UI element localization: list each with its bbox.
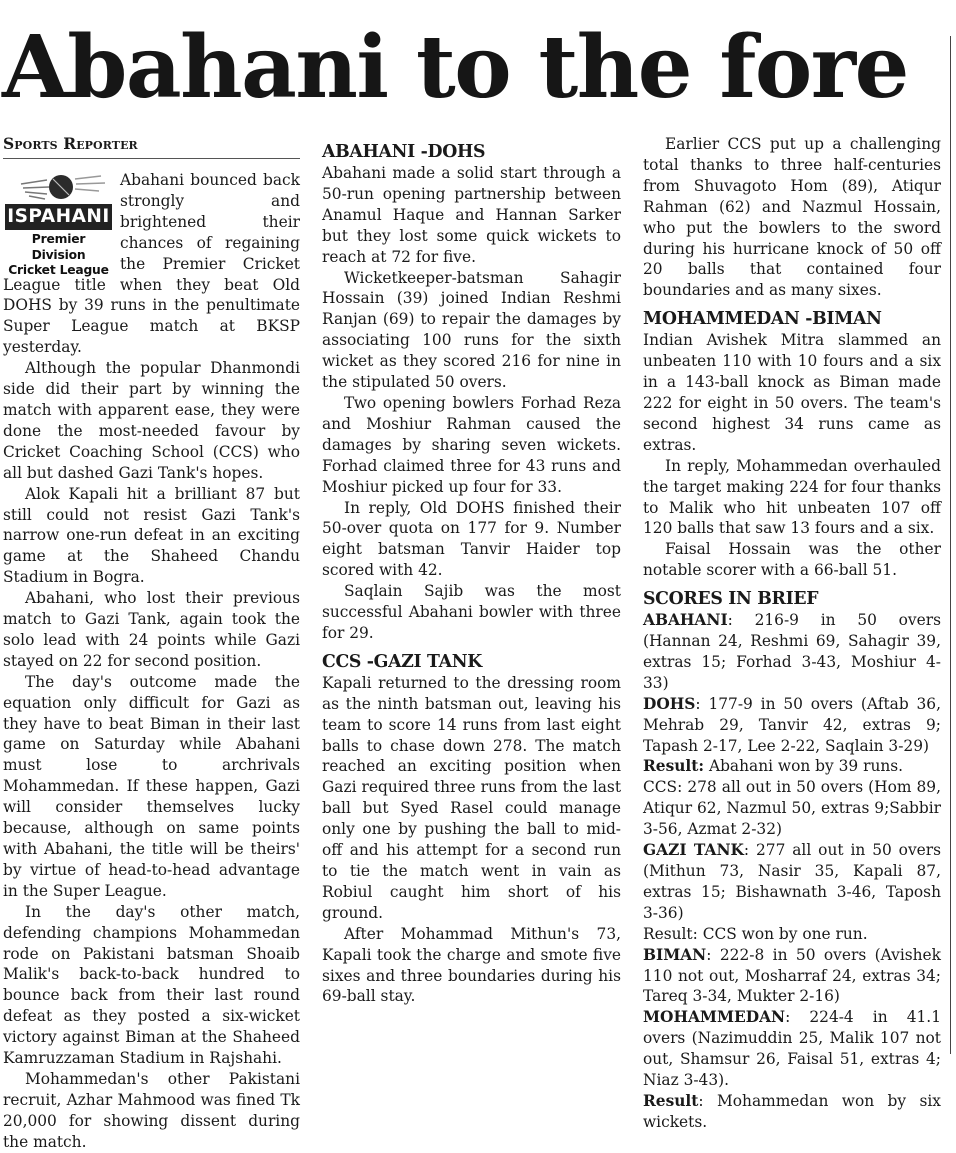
paragraph: Mohammedan's other Pakistani recruit, Azhar Mahmood was fined Tk 20,000 for showing dissent during the match. xyxy=(3,1069,300,1151)
score-sep: : xyxy=(727,611,733,630)
score-sep: : xyxy=(706,945,712,964)
paragraph: Alok Kapali hit a brilliant 87 but still could not resist Gazi Tank's narrow one-run defeat in an exciting game at the Shaheed Chandu Stadium in Bogra. xyxy=(3,484,300,587)
score-team: DOHS xyxy=(643,694,696,713)
logo-brand: ISPAHANI xyxy=(5,204,112,230)
column-2-flow xyxy=(322,142,621,1007)
score-team: Result xyxy=(643,1091,699,1110)
paragraph: In reply, Mohammedan overhauled the target making 224 for four thanks to Malik who hit unbeaten 107 off 120 balls that saw 13 fours and a six. xyxy=(643,456,941,538)
paragraph: Kapali returned to the dressing room as the ninth batsman out, leaving his team to score 14 runs from last eight balls to chase down 278. The match reached an exciting position when Gazi required three runs from the last ball but Syed Rasel could manage only one by pushing the ball to mid-off and his attempt for a second run to tie the match went in vain as Robiul caught him short of his ground. xyxy=(322,673,621,922)
byline: Sports Reporter xyxy=(3,134,300,159)
score-entry xyxy=(643,610,941,694)
score-text: 224-4 in 41.1 overs (Nazimuddin 25, Malik 107 not out, Shamsur 26, Faisal 51, extras 4; Niaz 3-43). xyxy=(643,1008,941,1090)
paragraph: Earlier CCS put up a challenging total thanks to three half-centuries from Shuvagoto Hom (89), Atiqur Rahman (62) and Nazmul Hossain, who put the bowlers to the sword during his hurricane knock of 50 off 20 balls that contained four boundaries and as many sixes. xyxy=(643,135,941,300)
score-sep: : xyxy=(785,1008,791,1027)
column-3 xyxy=(643,134,941,1133)
score-sep: : xyxy=(743,841,750,860)
score-team: BIMAN xyxy=(643,945,707,964)
score-entry xyxy=(643,1091,941,1133)
cricket-ball-icon xyxy=(3,170,114,204)
frame-rule xyxy=(950,36,951,1054)
score-entry xyxy=(643,694,941,757)
paragraph: After Mohammad Mithun's 73, Kapali took the charge and smote five sixes and three boundaries during his 69-ball stay. xyxy=(322,924,621,1006)
score-sep: : xyxy=(698,1091,704,1110)
column-2 xyxy=(322,134,621,1007)
score-team: ABAHANI xyxy=(643,611,728,630)
ispahani-logo xyxy=(3,170,114,277)
score-entry xyxy=(643,1007,941,1091)
score-entry xyxy=(643,840,941,924)
headline: Abahani to the fore xyxy=(2,17,908,118)
paragraph: Although the popular Dhanmondi side did their part by winning the match with apparent ease, they were done the most-needed favour by Cricket Coaching School (CCS) who all but dashed Gazi Tank's hopes. xyxy=(3,359,300,482)
paragraph: Abahani, who lost their previous match to Gazi Tank, again took the solo lead with 24 points while Gazi stayed on 22 for second position. xyxy=(3,589,300,670)
paragraph: Saqlain Sajib was the most successful Abahani bowler with three for 29. xyxy=(322,582,621,642)
paragraph: The day's outcome made the equation only difficult for Gazi as they have to beat Biman in their last game on Saturday while Abahani must lose to archrivals Mohammedan. If these happen, Gazi will consider themselves lucky because, although on same points with Abahani, the title will be theirs' by virtue of head-to-head advantage in the Super League. xyxy=(3,672,300,900)
logo-line-2: Cricket League xyxy=(8,263,109,277)
paragraph: Abahani bounced back strongly and brightened their chances of regaining the Premier Cricket League title when they beat Old DOHS by 39 runs in the penultimate Super League match at BKSP yesterday. xyxy=(3,171,300,357)
score-entry xyxy=(643,945,941,1008)
score-text: 177-9 in 50 overs (Aftab 36, Mehrab 29, Tanvir 42, extras 9; Tapash 2-17, Lee 2-22, Saqlain 3-29) xyxy=(643,694,941,755)
section-heading-ccs-gazi: CCS -GAZI TANK xyxy=(322,651,482,672)
score-team: Result: xyxy=(643,757,705,776)
paragraph: Wicketkeeper-batsman Sahagir Hossain (39) joined Indian Reshmi Ranjan (69) to repair the damages by associating 100 runs for the sixth wicket as they scored 216 for nine in the stipulated 50 overs. xyxy=(322,268,621,392)
score-text: 216-9 in 50 overs (Hannan 24, Reshmi 69, Sahagir 39, extras 15; Forhad 3-43, Moshiur 4-33) xyxy=(643,611,941,692)
score-text: Result: CCS won by one run. xyxy=(643,924,868,943)
paragraph: Indian Avishek Mitra slammed an unbeaten 110 with 10 fours and a six in a 143-ball knock as Biman made 222 for eight in 50 overs. The team's second highest 34 runs came as extras. xyxy=(643,331,941,454)
score-text: 222-8 in 50 overs (Avishek 110 not out, Mosharraf 24, extras 34; Tareq 3-34, Mukter 2-16) xyxy=(643,945,941,1006)
logo-line-1: Premier Division xyxy=(31,232,86,262)
paragraph: Abahani made a solid start through a 50-run opening partnership between Anamul Haque and Hannan Sarker but they lost some quick wickets to reach at 72 for five. xyxy=(322,164,621,266)
score-entry xyxy=(643,924,941,945)
score-sep: : xyxy=(695,694,701,713)
logo-subtitle xyxy=(3,232,114,279)
section-heading-abahani-dohs: ABAHANI -DOHS xyxy=(322,142,486,162)
paragraph: Two opening bowlers Forhad Reza and Moshiur Rahman caused the damages by sharing seven wickets. Forhad claimed three for 43 runs and Moshiur picked up four for 33. xyxy=(322,393,621,496)
score-entry xyxy=(643,756,941,777)
score-text: Abahani won by 39 runs. xyxy=(704,757,904,776)
score-text: Mohammedan won by six wickets. xyxy=(643,1091,941,1131)
paragraph: In the day's other match, defending champions Mohammedan rode on Pakistani batsman Shoaib Malik's back-to-back hundred to bounce back from their last round defeat as they posted a six-wicket victory against Biman at the Shaheed Kamruzzaman Stadium in Rajshahi. xyxy=(3,902,300,1068)
paragraph: Faisal Hossain was the other notable scorer with a 66-ball 51. xyxy=(643,540,941,580)
section-heading-mohammedan-biman: MOHAMMEDAN -BIMAN xyxy=(643,309,882,330)
section-heading-scores: SCORES IN BRIEF xyxy=(643,589,819,610)
paragraph: In reply, Old DOHS finished their 50-over quota on 177 for 9. Number eight batsman Tanvir Haider top scored with 42. xyxy=(322,498,621,580)
score-entry xyxy=(643,777,941,840)
score-text: 277 all out in 50 overs (Mithun 73, Nasir 35, Kapali 87, extras 15; Bishawnath 3-46, Taposh 3-36) xyxy=(643,841,942,922)
score-team: MOHAMMEDAN xyxy=(643,1008,786,1027)
column-3-flow xyxy=(643,134,941,1133)
score-team: GAZI TANK xyxy=(643,841,744,860)
score-text: CCS: 278 all out in 50 overs (Hom 89, Atiqur 62, Nazmul 50, extras 9;Sabbir 3-56, Azmat 2-32) xyxy=(643,778,941,839)
column-1 xyxy=(3,134,300,1153)
